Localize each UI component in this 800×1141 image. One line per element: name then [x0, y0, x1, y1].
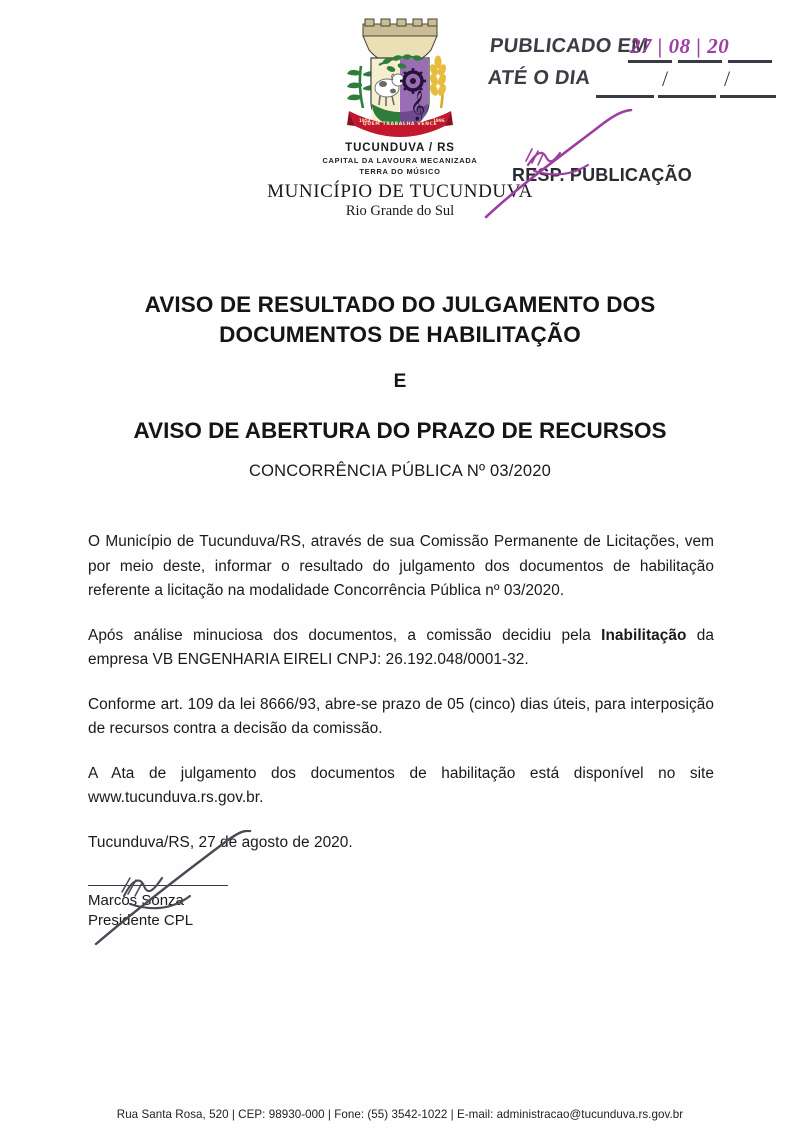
- paragraph-1: O Município de Tucunduva/RS, através de sua Comissão Permanente de Licitações, vem por meio deste, informar o resultado do julgamento dos documentos de habilitação referente a licitação na modalidade Concorrência Pública nº 03/2020.: [88, 533, 714, 599]
- signature-line: [88, 885, 228, 886]
- signatory-name: Marcos Sonza: [88, 892, 184, 910]
- paragraph-4: A Ata de julgamento dos documentos de habilitação está disponível no site www.tucunduva.rs.gov.br.: [88, 764, 714, 806]
- treble-clef-icon: 𝄞: [410, 91, 426, 121]
- org-tagline-2: TERRA DO MÚSICO: [359, 167, 441, 176]
- stamp-blank-rule-month: [658, 95, 716, 98]
- document-footer: Rua Santa Rosa, 520 | CEP: 98930-000 | Fone: (55) 3542-1022 | E-mail: administracao@tucunduva.rs.gov.br: [116, 1108, 684, 1121]
- page-title-line-2: DOCUMENTOS DE HABILITAÇÃO: [219, 322, 581, 347]
- stamp-until-label: ATÉ O DIA: [486, 67, 592, 89]
- stamp-blank-rule-day: [596, 95, 654, 98]
- stamp-blank-rule-year: [720, 95, 776, 98]
- paragraph-2: [88, 624, 714, 673]
- svg-text:1996: 1996: [433, 118, 445, 123]
- stamp-slash-1: /: [662, 66, 669, 91]
- page-subtitle: CONCORRÊNCIA PÚBLICA Nº 03/2020: [249, 462, 551, 480]
- signature-block: [88, 885, 388, 931]
- document-header: [0, 0, 800, 219]
- document-titles: [60, 290, 740, 482]
- stamp-published-label: PUBLICADO EM: [488, 35, 650, 57]
- page-title-line-1: AVISO DE RESULTADO DO JULGAMENTO DOS: [144, 292, 656, 317]
- state-name: Rio Grande do Sul: [345, 203, 455, 219]
- svg-text:1954: 1954: [359, 118, 371, 123]
- municipality-name: MUNICÍPIO DE TUCUNDUVA: [267, 181, 533, 202]
- stamp-rule-day: [628, 60, 672, 63]
- paragraph-5-place-date: Tucunduva/RS, 27 de agosto de 2020.: [88, 833, 353, 851]
- svg-text:QUEM TRABALHA VENCE: QUEM TRABALHA VENCE: [362, 122, 438, 127]
- stamp-slash-2: /: [724, 66, 731, 91]
- org-tagline-1: CAPITAL DA LAVOURA MECANIZADA: [322, 156, 478, 165]
- paragraph-3: Conforme art. 109 da lei 8666/93, abre-se prazo de 05 (cinco) dias úteis, para interposição de recursos contra a decisão da comissão.: [88, 695, 714, 737]
- stamp-handwritten-date: 27 | 08 | 20: [630, 34, 730, 58]
- title-conjunction: E: [393, 371, 407, 392]
- coat-of-arms-icon: [341, 18, 459, 142]
- signatory-role: Presidente CPL: [88, 912, 194, 930]
- stamp-rule-year: [728, 60, 772, 63]
- paragraph-2-before: Após análise minuciosa dos documentos, a comissão decidiu pela: [88, 626, 602, 644]
- publication-stamp: [486, 33, 754, 185]
- paragraph-2-emphasis: Inabilitação: [601, 626, 687, 644]
- stamp-rule-month: [678, 60, 722, 63]
- page-title-secondary: AVISO DE ABERTURA DO PRAZO DE RECURSOS: [133, 418, 667, 443]
- document-body: [88, 530, 714, 875]
- stamp-responsible-label: RESP. PUBLICAÇÃO: [512, 165, 692, 185]
- paragraph-2-after: da empresa VB ENGENHARIA EIRELI CNPJ: 26.192.048/0001-32.: [88, 626, 714, 668]
- org-name: TUCUNDUVA / RS: [345, 142, 455, 154]
